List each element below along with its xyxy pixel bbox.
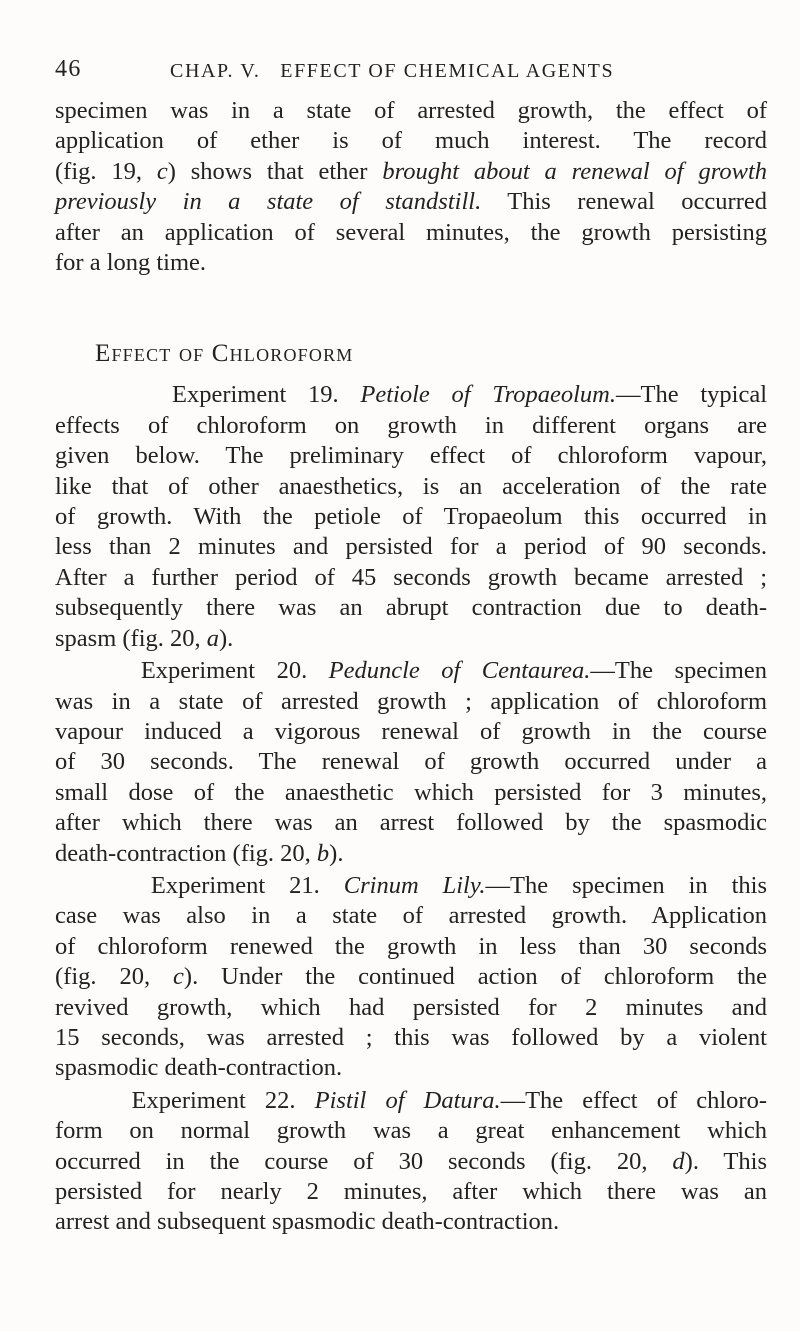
text-line: occurred in the course of 30 seconds (fig. 20, d). This — [55, 1147, 767, 1175]
text-line: was in a state of arrested growth ; application of chloroform — [55, 687, 767, 715]
text-line: 15 seconds, was arrested ; this was followed by a violent — [55, 1023, 767, 1051]
text-line: after which there was an arrest followed by the spasmodic — [55, 809, 767, 837]
chapter-title: EFFECT OF CHEMICAL AGENTS — [280, 60, 615, 82]
text-line: Experiment 19. Petiole of Tropaeolum.—The typical — [85, 381, 768, 409]
text-line: spasmodic death-contraction. — [55, 1054, 343, 1082]
chapter-label: CHAP. V. — [170, 60, 261, 82]
text-line: (fig. 20, c). Under the continued action of chloroform the — [55, 963, 767, 991]
text-line: arrest and subsequent spasmodic death-contraction. — [55, 1208, 560, 1236]
text-line: spasm (fig. 20, a). — [55, 624, 234, 652]
text-line: less than 2 minutes and persisted for a period of 90 seconds. — [55, 533, 767, 561]
text-line: Experiment 22. Pistil of Datura.—The effect of chloro- — [55, 1086, 767, 1114]
text-line: (fig. 19, c) shows that ether brought about a renewal of growth — [55, 157, 768, 185]
text-line: Experiment 21. Crinum Lily.—The specimen in this — [55, 871, 768, 899]
text-line: of growth. With the petiole of Tropaeolum this occurred in — [55, 503, 767, 531]
text-line: After a further period of 45 seconds growth became arrested ; — [55, 563, 767, 591]
intro-paragraph — [55, 96, 767, 278]
text-line: small dose of the anaesthetic which persisted for 3 minutes, — [55, 778, 767, 806]
text-line: effects of chloroform on growth in different organs are — [55, 411, 767, 439]
chapter-heading — [170, 60, 614, 83]
text-line: previously in a state of standstill. This renewal occurred — [55, 188, 767, 216]
text-line: of 30 seconds. The renewal of growth occurred under a — [55, 748, 767, 776]
running-head — [55, 56, 767, 96]
text-line: persisted for nearly 2 minutes, after which there was an — [55, 1178, 767, 1205]
text-line: form on normal growth was a great enhancement which — [55, 1117, 767, 1145]
text-line: given below. The preliminary effect of chloroform vapour, — [55, 442, 767, 470]
text-line: application of ether is of much interest. The record — [55, 127, 767, 155]
text-line: death-contraction (fig. 20, b). — [55, 839, 344, 867]
experiment-20-paragraph — [55, 656, 767, 869]
book-page — [55, 56, 767, 1238]
text-line: of chloroform renewed the growth in less than 30 seconds — [55, 932, 767, 960]
text-line: after an application of several minutes, the growth persisting — [55, 218, 767, 246]
text-line: like that of other anaesthetics, is an acceleration of the rate — [55, 472, 767, 500]
text-line: case was also in a state of arrested growth. Application — [55, 902, 767, 930]
text-line: Experiment 20. Peduncle of Centaurea.—The specimen — [55, 657, 767, 685]
experiment-21-paragraph — [55, 871, 767, 1084]
experiment-19-paragraph — [55, 380, 767, 654]
text-line: specimen was in a state of arrested growth, the effect of — [55, 97, 767, 124]
text-line: vapour induced a vigorous renewal of growth in the course — [55, 717, 767, 745]
text-line: subsequently there was an abrupt contraction due to death- — [55, 594, 767, 622]
experiment-22-paragraph — [55, 1086, 767, 1238]
section-heading: Effect of Chloroform — [95, 340, 354, 368]
text-line: for a long time. — [55, 249, 207, 277]
text-line: revived growth, which had persisted for 2 minutes and — [55, 993, 767, 1021]
page-number: 46 — [55, 56, 82, 82]
